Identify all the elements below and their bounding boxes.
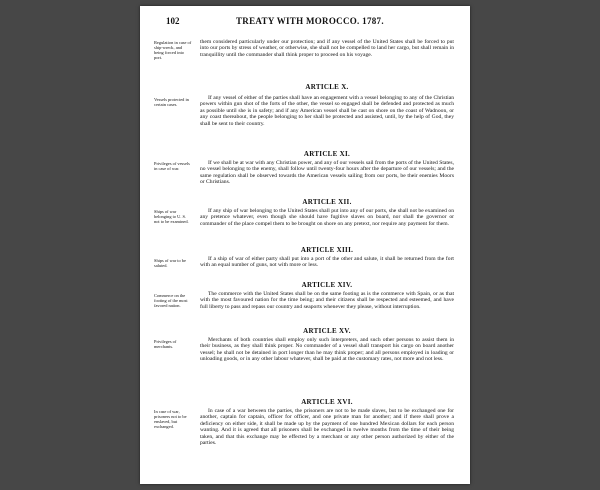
article-paragraph: If any vessel of either of the parties shall have an engagement with a vessel belonging to any of the Christian powers within gun shot of the forts of the other, the vessel so engaged shall be defended and protected as much as possible until she is in safety; and if any American vessel shall be cast on shore on the coast of Wadnoon, or any coast thereabout, the people belonging to her shall be protected and assisted, until, by the help of God, they shall be sent to their country.: [200, 95, 454, 127]
margin-note: In case of war, prisoners not to be enslaved, but exchanged.: [154, 409, 187, 429]
document-page: [140, 6, 470, 484]
article-heading: ARTICLE XI.: [303, 150, 351, 158]
margin-note: Privileges of vessels in case of war.: [154, 161, 190, 171]
page-title: TREATY WITH MOROCCO. 1787.: [236, 16, 384, 26]
margin-note: Ships of war to be saluted.: [154, 258, 186, 268]
article-heading: ARTICLE XIII.: [300, 246, 354, 254]
margin-note-intro: Regulation in case of ship-wreck, and being forced into port.: [154, 40, 192, 60]
intro-paragraph: them considered particularly under our protection; and if any vessel of the United States shall be forced to put into our ports by stress of weather, or otherwise, she shall not be compelled to land her cargo, but shall remain in tranquillity until the commander shall think proper to proceed on his voyage.: [200, 39, 454, 58]
page-header: [166, 16, 452, 28]
article-paragraph: In case of a war between the parties, the prisoners are not to be made slaves, but to be exchanged one for another, captain for captain, officer for officer, and one private man for another; and if there shall prove a deficiency on either side, it shall be made up by the payment of one hundred Mexican dollars for each person wanting. And it is agreed that all prisoners shall be exchanged in twelve months from the time of their being taken, and that this exchange may be effected by a merchant or any other person authorized by either of the parties.: [200, 408, 454, 447]
margin-note: Commerce on the footing of the most favored nation.: [154, 293, 188, 308]
article-paragraph: If any ship of war belonging to the United States shall put into any of our ports, she shall not be examined on any pretence whatever, even though she should have fugitive slaves on board, nor shall the governor or commander of the place compel them to be brought on shore on any pretext, nor require any payment for them.: [200, 208, 454, 227]
margin-note: Privileges of merchants.: [154, 339, 177, 349]
article-heading: ARTICLE XIV.: [301, 281, 353, 289]
article-paragraph: The commerce with the United States shall be on the same footing as is the commerce with Spain, or as that with the most favoured nation for the time being; and their citizens shall be respected and esteemed, and have full liberty to pass and repass our country and seaports whenever they please, without interruption.: [200, 291, 454, 310]
article-heading: ARTICLE X.: [305, 83, 349, 91]
margin-note: Ships of war belonging to U. S. not to be examined.: [154, 209, 189, 224]
article-heading: ARTICLE XII.: [302, 198, 352, 206]
article-heading: ARTICLE XV.: [303, 327, 351, 335]
margin-note: Vessels protected in certain cases.: [154, 97, 189, 107]
article-heading: ARTICLE XVI.: [301, 398, 353, 406]
article-paragraph: Merchants of both countries shall employ only such interpreters, and such other persons to assist them in their business, as they shall think proper. No commander of a vessel shall transport his cargo on board another vessel; he shall not be detained in port longer than he may think proper; and all persons employed in loading or unloading goods, or in any other labour whatever, shall be paid at the customary rates, not more and not less.: [200, 337, 454, 363]
article-paragraph: If we shall be at war with any Christian power, and any of our vessels sail from the ports of the United States, no vessel belonging to the enemy, shall follow until twenty-four hours after the departure of our vessels; and the same regulation shall be observed towards the American vessels sailing from our ports, be their enemies Moors or Christians.: [200, 160, 454, 186]
article-paragraph: If a ship of war of either party shall put into a port of the other and salute, it shall be returned from the fort with an equal number of guns, not with more or less.: [200, 256, 454, 269]
page-number: 102: [166, 16, 180, 26]
